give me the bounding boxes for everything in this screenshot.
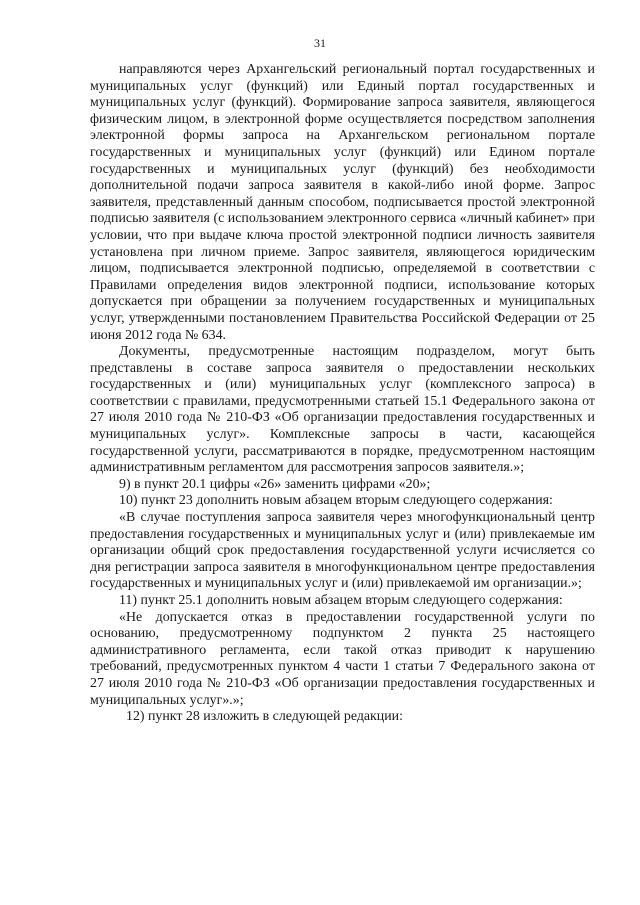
page-number: 31: [314, 36, 326, 50]
paragraph-item-12: 12) пункт 28 изложить в следующей редакции:: [126, 709, 403, 725]
paragraph-item-9: 9) в пункт 20.1 цифры «26» заменить цифрами «20»;: [119, 476, 431, 492]
paragraph-item-10-text: «В случае поступления запроса заявителя через многофункциональный центр предоставления государственных и муниципальных услуг и (или) привлекаемые им организации общий срок предоставления государственной услуги исчисляется со дня регистрации запроса заявителя в многофункциональном центре предоставления государственных и муниципальных услуг и (или) привлекаемой им организации.»;: [90, 510, 595, 592]
paragraph-item-11: 11) пункт 25.1 дополнить новым абзацем вторым следующего содержания:: [119, 593, 563, 608]
paragraph-continuation: направляются через Архангельский региональный портал государственных и муниципальных услуг (функций) или Единый портал государственных и муниципальных услуг (функций). Формирование запроса заявителя, являющегося физическим лицом, в электронной форме осуществляется посредством заполнения электронной формы запроса на Архангельском региональном портале государственных и муниципальных услуг (функций) или Едином портале государственных и муниципальных услуг (функций) без необходимости дополнительной подачи запроса заявителя в какой-либо иной форме. Запрос заявителя, представленный данным способом, подписывается простой электронной подписью заявителя (с использованием электронного сервиса «личный кабинет» при условии, что при выдаче ключа простой электронной подписи личность заявителя установлена при личном приеме. Запрос заявителя, являющегося юридическим лицом, подписывается электронной подписью, определяемой в соответствии с Правилами определения видов электронной подписи, использование которых допускается при обращении за получением государственных и муниципальных услуг, утвержденными постановлением Правительства Российской Федерации от 25 июня 2012 года № 634.: [90, 62, 595, 343]
paragraph-documents: Документы, предусмотренные настоящим подразделом, могут быть представлены в составе запроса заявителя о предоставлении нескольких государственных и (или) муниципальных услуг (комплексного запроса) в соответствии с правилами, предусмотренными статьей 15.1 Федерального закона от 27 июля 2010 года № 210-ФЗ «Об организации предоставления государственных и муниципальных услуг». Комплексные запросы в части, касающейся государственной услуги, рассматриваются в порядке, предусмотренном настоящим административным регламентом для рассмотрения запросов заявителя.»;: [90, 344, 595, 476]
paragraph-item-11-text: «Не допускается отказ в предоставлении государственной услуги по основанию, предусмотренному подпунктом 2 пункта 25 настоящего административного регламента, если такой отказ приводит к нарушению требований, предусмотренных пунктом 4 части 1 статьи 7 Федерального закона от 27 июля 2010 года № 210-ФЗ «Об организации предоставления государственных и муниципальных услуг».»;: [90, 609, 595, 708]
paragraph-item-10: 10) пункт 23 дополнить новым абзацем вторым следующего содержания:: [119, 493, 553, 509]
document-body: [90, 62, 595, 726]
